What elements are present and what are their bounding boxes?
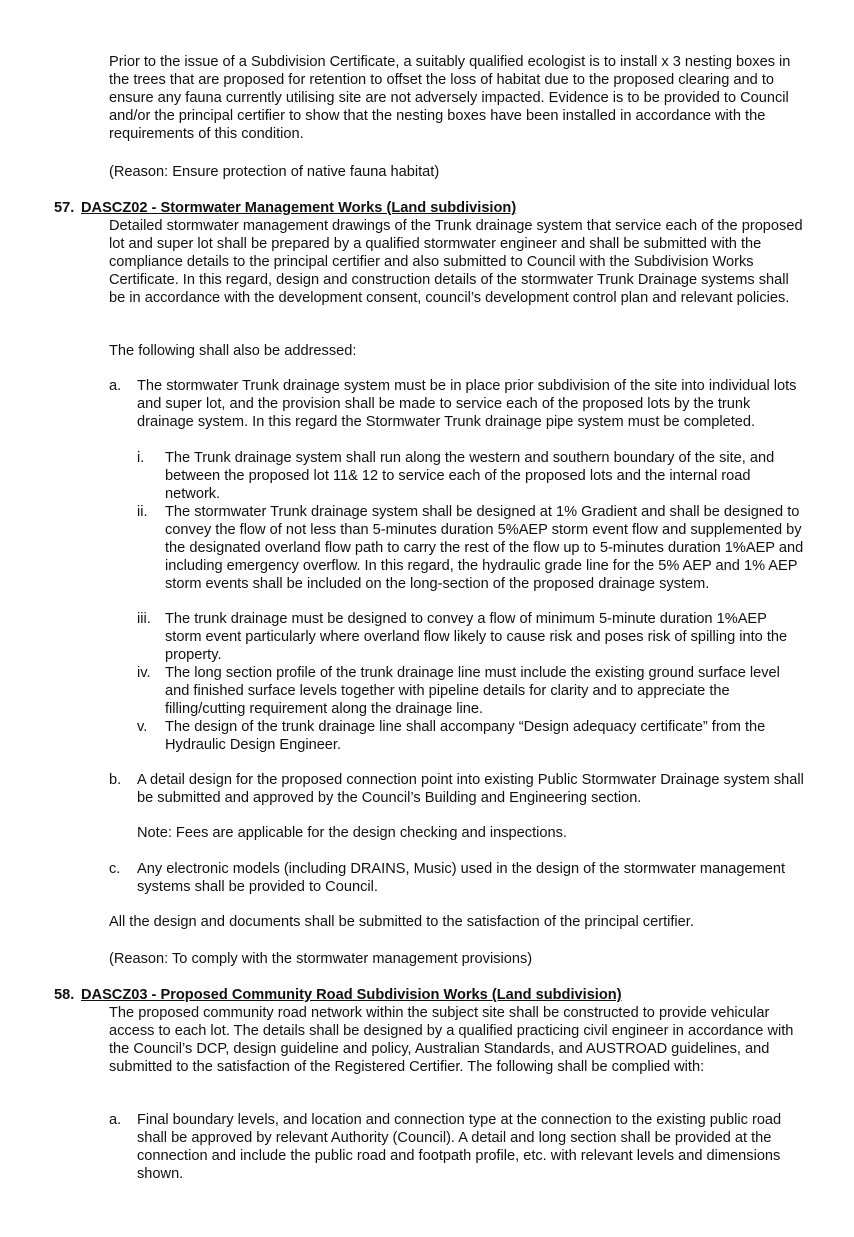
condition-58-title: DASCZ03 - Proposed Community Road Subdivision Works (Land subdivision): [81, 987, 622, 1003]
item-text: The stormwater Trunk drainage system must be in place prior subdivision of the site into individual lots and super lot, and the provision shall be made to service each of the proposed lots by the trunk drainage system. In this regard the Stormwater Trunk drainage pipe system must be completed.: [137, 378, 797, 430]
subitem-label: i.: [137, 450, 145, 466]
condition-57-item-a: [109, 378, 805, 432]
intro-reason: (Reason: Ensure protection of native fauna habitat): [109, 164, 440, 180]
item-label: c.: [109, 861, 121, 877]
subitem-label: iii.: [137, 611, 151, 627]
intro-paragraph: Prior to the issue of a Subdivision Certificate, a suitably qualified ecologist is to install x 3 nesting boxes in the trees that are proposed for retention to offset the loss of habitat due to the proposed clearing and to ensure any fauna currently utilising site are not adversely impacted. Evidence is to be provided to Council and/or the principal certifier to show that the nesting boxes have been installed in accordance with the requirements of this condition.: [109, 54, 791, 142]
item-label: a.: [109, 1112, 122, 1128]
condition-58-item-a: [109, 1112, 805, 1184]
condition-57-subitem-ii: [137, 504, 805, 594]
subitem-text: The stormwater Trunk drainage system shall be designed at 1% Gradient and shall be designed to convey the flow of not less than 5-minutes duration 5%AEP storm event flow and supplemented by the designated overland flow path to carry the rest of the flow up to 5-minutes duration 1%AEP and including emergency overflow. In this regard, the hydraulic grade line for the 5% AEP and 1% AEP storm events shall be included on the long-section of the proposed drainage system.: [165, 504, 804, 592]
condition-58-number: 58.: [54, 987, 75, 1003]
condition-57-subitem-iii: [137, 611, 805, 665]
subitem-text: The long section profile of the trunk drainage line must include the existing ground surface level and finished surface levels together with pipeline details for clarity and to appreciate the filling/cutting requirement along the drainage line.: [165, 665, 780, 717]
subitem-label: v.: [137, 719, 148, 735]
subitem-text: The trunk drainage must be designed to convey a flow of minimum 5-minute duration 1%AEP storm event particularly where overland flow likely to cause risk and poses risk of spilling into the property.: [165, 611, 788, 663]
item-text: Final boundary levels, and location and connection type at the connection to the existing public road shall be approved by relevant Authority (Council). A detail and long section shall be provided at the connection and include the public road and footpath profile, etc. with relevant levels and dimensions shown.: [137, 1112, 782, 1182]
subitem-text: The Trunk drainage system shall run along the western and southern boundary of the site, and between the proposed lot 11& 12 to service each of the proposed lots and the internal road network.: [165, 450, 775, 502]
condition-57-subitem-iv: [137, 665, 805, 719]
condition-57-paragraph: Detailed stormwater management drawings of the Trunk drainage system that service each of the proposed lot and super lot shall be prepared by a qualified stormwater engineer and shall be submitted with the compliance details to the principal certifier and also submitted to Council with the Subdivision Works Certificate. In this regard, design and construction details of the stormwater Trunk Drainage systems shall be in accordance with the development consent, council’s development control plan and relevant policies.: [109, 218, 803, 306]
subitem-text: The design of the trunk drainage line shall accompany “Design adequacy certificate” from the Hydraulic Design Engineer.: [165, 719, 766, 753]
item-label: a.: [109, 378, 122, 394]
condition-58-heading: [54, 987, 622, 1005]
item-text: A detail design for the proposed connection point into existing Public Stormwater Drainage system shall be submitted and approved by the Council’s Building and Engineering section.: [137, 772, 804, 806]
item-text: Any electronic models (including DRAINS, Music) used in the design of the stormwater management systems shall be provided to Council.: [137, 861, 786, 895]
subitem-label: iv.: [137, 665, 151, 681]
condition-58-paragraph: The proposed community road network within the subject site shall be constructed to provide vehicular access to each lot. The details shall be designed by a qualified practicing civil engineer in accordance with the Council’s DCP, design guideline and policy, Australian Standards, and AUSTROAD guidelines, and submitted to the satisfaction of the Registered Certifier. The following shall be complied with:: [109, 1005, 794, 1075]
condition-57-item-c: [109, 861, 805, 897]
condition-57-item-b-note: [109, 825, 805, 843]
subitem-label: ii.: [137, 504, 148, 520]
condition-57-heading: [54, 200, 516, 218]
condition-57-item-b: [109, 772, 805, 808]
condition-57-subitem-i: [137, 450, 805, 504]
condition-57-subitem-v: [137, 719, 805, 755]
condition-57-number: 57.: [54, 200, 75, 216]
condition-57-reason: (Reason: To comply with the stormwater management provisions): [109, 951, 533, 967]
item-label: b.: [109, 772, 122, 788]
item-note: Note: Fees are applicable for the design checking and inspections.: [137, 825, 567, 841]
condition-57-also: The following shall also be addressed:: [109, 343, 357, 359]
condition-57-title: DASCZ02 - Stormwater Management Works (Land subdivision): [81, 200, 517, 216]
condition-57-closing: All the design and documents shall be submitted to the satisfaction of the principal certifier.: [109, 914, 694, 930]
